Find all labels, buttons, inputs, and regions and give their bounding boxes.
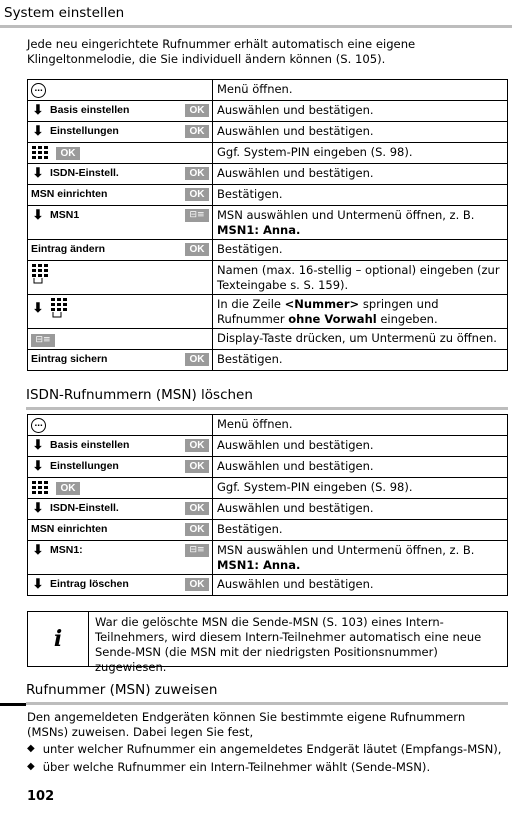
step-description: In die Zeile <Nummer> springen und Rufnummer ohne Vorwahl eingeben. [213, 295, 508, 329]
key-label: Eintrag sichern [31, 353, 108, 365]
ok-button: OK [185, 460, 209, 473]
table-row [28, 520, 508, 541]
step-description: Auswählen und bestätigen. [213, 575, 508, 596]
menu-icon: ⋯ [31, 418, 46, 433]
ok-button: OK [185, 125, 209, 138]
key-label: Einstellungen [50, 125, 119, 137]
table-row [28, 164, 508, 185]
step-description: Display-Taste drücken, um Untermenü zu öffnen. [213, 329, 508, 350]
table-row [28, 457, 508, 478]
info-text: War die gelöschte MSN die Sende-MSN (S. 103) eines Intern-Teilnehmers, wird diesem Intern-Teilnehmer automatisch eine neue Sende-MSN (die MSN mit der niedrigsten Positionsnummer) zugewiesen. [95, 615, 482, 674]
key-label: Basis einstellen [50, 104, 130, 116]
arrow-down-icon: ⬇ [32, 165, 44, 181]
ok-button: OK [185, 502, 209, 515]
arrow-down-icon: ⬇ [32, 300, 44, 315]
arrow-down-icon: ⬇ [32, 542, 44, 558]
table-row [28, 436, 508, 457]
display-key-icon: ⊟≡ [185, 544, 209, 557]
ok-button: OK [56, 482, 80, 495]
display-key-icon: ⊟≡ [185, 209, 209, 222]
bullet-diamond-icon: ◆ [27, 761, 35, 772]
steps-table-msn-loeschen [27, 414, 508, 596]
arrow-down-icon: ⬇ [32, 123, 44, 139]
ok-button: OK [185, 578, 209, 591]
key-label: Einstellungen [50, 460, 119, 472]
section-title-msn-loeschen: ISDN-Rufnummern (MSN) löschen [26, 386, 508, 410]
table-row [28, 329, 508, 350]
arrow-down-icon: ⬇ [32, 207, 44, 223]
table-row [28, 295, 508, 329]
list-item: ◆ über welche Rufnummer ein Intern-Teilnehmer wählt (Sende-MSN). [27, 760, 431, 774]
table-row [28, 80, 508, 101]
step-description: MSN auswählen und Untermenü öffnen, z. B. MSN1: Anna. [213, 206, 508, 240]
step-description: Bestätigen. [213, 185, 508, 206]
arrow-down-icon: ⬇ [32, 437, 44, 453]
step-description: Menü öffnen. [213, 80, 508, 101]
arrow-down-icon: ⬇ [32, 458, 44, 474]
arrow-down-icon: ⬇ [32, 500, 44, 516]
step-description: Auswählen und bestätigen. [213, 164, 508, 185]
step-description: Namen (max. 16-stellig – optional) eingeben (zur Texteingabe s. S. 159). [213, 261, 508, 295]
page-number: 102 [27, 789, 55, 804]
arrow-down-icon: ⬇ [32, 576, 44, 592]
section-marker-bar [0, 703, 26, 706]
table-row [28, 415, 508, 436]
ok-button: OK [185, 243, 209, 256]
keypad-icon [31, 263, 51, 285]
ok-button: OK [185, 188, 209, 201]
step-description: MSN auswählen und Untermenü öffnen, z. B. MSN1: Anna. [213, 541, 508, 575]
step-description: Bestätigen. [213, 520, 508, 541]
table-row [28, 575, 508, 596]
ok-button: OK [185, 167, 209, 180]
table-row [28, 541, 508, 575]
section-title-system-einstellen: System einstellen [0, 4, 512, 28]
step-description: Auswählen und bestätigen. [213, 436, 508, 457]
table-row [28, 499, 508, 520]
key-label: ISDN-Einstell. [50, 167, 119, 179]
info-box [27, 611, 508, 674]
table-row [28, 122, 508, 143]
key-label: MSN1: [50, 544, 83, 556]
key-label: Eintrag ändern [31, 243, 106, 255]
step-description: Ggf. System-PIN eingeben (S. 98). [213, 143, 508, 164]
list-item: ◆ unter welcher Rufnummer ein angemeldetes Endgerät läutet (Empfangs-MSN), [27, 742, 502, 756]
table-row [28, 261, 508, 295]
table-row [28, 143, 508, 164]
step-description: Auswählen und bestätigen. [213, 122, 508, 143]
intro-paragraph: Den angemeldeten Endgeräten können Sie bestimmte eigene Rufnummern (MSNs) zuweisen. Dabei legen Sie fest, [27, 710, 466, 739]
intro-paragraph: Jede neu eingerichtete Rufnummer erhält automatisch eine eigene Klingeltonmelodie, die Sie individuell ändern können (S. 105). [27, 37, 416, 66]
section-title-msn-zuweisen: Rufnummer (MSN) zuweisen [26, 681, 508, 705]
info-icon: i [28, 612, 89, 666]
bullet-diamond-icon: ◆ [27, 743, 35, 754]
step-description: Auswählen und bestätigen. [213, 101, 508, 122]
key-label: ISDN-Einstell. [50, 502, 119, 514]
table-row [28, 240, 508, 261]
display-key-icon: ⊟≡ [31, 334, 55, 347]
key-label: Eintrag löschen [50, 578, 129, 590]
ok-button: OK [185, 439, 209, 452]
arrow-down-icon: ⬇ [32, 102, 44, 118]
step-description: Auswählen und bestätigen. [213, 499, 508, 520]
step-description: Menü öffnen. [213, 415, 508, 436]
ok-button: OK [185, 523, 209, 536]
key-label: MSN einrichten [31, 523, 108, 535]
table-row [28, 478, 508, 499]
key-label: MSN1 [50, 209, 80, 221]
keypad-icon [50, 297, 70, 319]
keypad-icon [31, 145, 51, 161]
key-label: MSN einrichten [31, 188, 108, 200]
table-row [28, 206, 508, 240]
step-description: Ggf. System-PIN eingeben (S. 98). [213, 478, 508, 499]
steps-table-system-einstellen [27, 79, 508, 371]
key-label: Basis einstellen [50, 439, 130, 451]
ok-button: OK [185, 353, 209, 366]
menu-icon: ⋯ [31, 83, 46, 98]
step-description: Auswählen und bestätigen. [213, 457, 508, 478]
table-row [28, 101, 508, 122]
table-row [28, 350, 508, 371]
bullet-list [27, 740, 507, 776]
table-row [28, 185, 508, 206]
step-description: Bestätigen. [213, 240, 508, 261]
ok-button: OK [56, 147, 80, 160]
keypad-icon [31, 480, 51, 496]
step-description: Bestätigen. [213, 350, 508, 371]
ok-button: OK [185, 104, 209, 117]
